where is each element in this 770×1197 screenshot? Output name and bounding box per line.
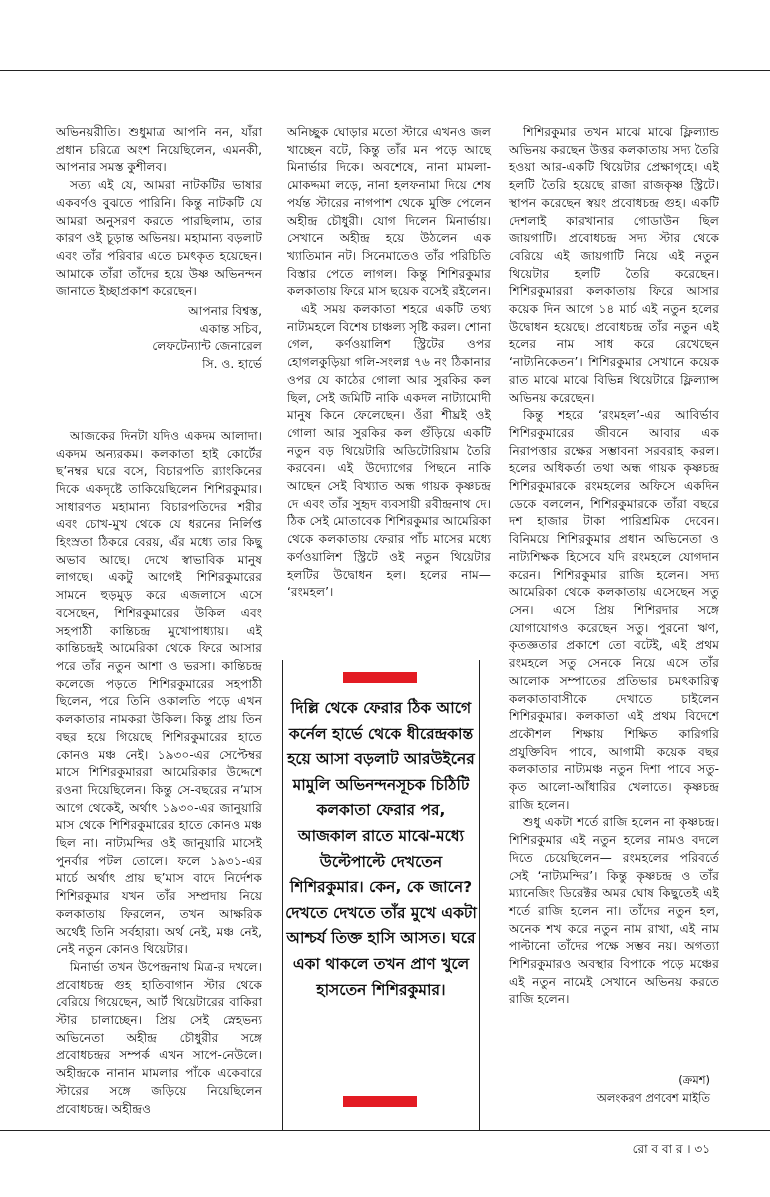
signature-line: সি. ও. হার্ভে	[202, 357, 262, 372]
letter-signature	[56, 303, 262, 374]
page-footer: রো ব বা র । ৩১	[632, 1142, 710, 1156]
continued-label: (ক্রমশ)	[678, 1073, 710, 1087]
pull-quote-top-bar	[343, 672, 417, 683]
bottom-rule	[0, 1130, 770, 1131]
paragraph: আজকের দিনটা যদিও একদম আলাদা। একদম অন্যরকম। কলকাতা হাই কোর্টের ছ’নম্বর ঘরে বসে, বিচারপতি র‌্যাংকিনের দিকে একদৃষ্টে তাকিয়েছিলেন শিশিরকুমার। সাধারণত মহামান্য বিচারপতিদের শরীর এবং চোখ-মুখ থেকে যে ধরনের নির্লিপ্ত হিংস্রতা ঠিকরে বেরয়, এঁর মধ্যে তার কিছু অভাব আছে। দেখে স্বাভাবিক মানুষ লাগছে। একটু আগেই শিশিরকুমারের সামনে হুড়মুড় করে এজলাসে এসে বসেছেন, শিশিরকুমারের উকিল এবং সহপাঠী কান্তিচন্দ্র মুখোপাধ্যায়। এই কান্তিচন্দ্রই আমেরিকা থেকে ফিরে আসার পরে তাঁর নতুন আশা ও ভরসা। কান্তিচন্দ্র কলেজে পড়তে শিশিরকুমারের সহপাঠী ছিলেন, পরে তিনি ওকালতি পড়ে এখন কলকাতার নামকরা উকিল। কিন্তু প্রায় তিন বছর হয়ে গিয়েছে শিশিরকুমারের হাতে কোনও মঞ্চ নেই। ১৯৩০-এর সেপ্টেম্বর মাসে শিশিরকুমাররা আমেরিকার উদ্দেশে রওনা দিয়েছিলেন। কিন্তু সে-বছরের ন’মাস আগে থেকেই, অর্থাৎ ১৯৩০-এর জানুয়ারি মাস থেকে শিশিরকুমারের হাতে কোনও মঞ্চ ছিল না। নাট্যমন্দির ওই জানুয়ারি মাসেই পুনর্বার পটল তোলে। ফলে ১৯৩১-এর মার্চে অর্থাৎ প্রায় ছ’মাস বাদে নির্দেশক শিশিরকুমার যখন তাঁর সম্প্রদায় নিয়ে কলকাতায় ফিরলেন, তখন আক্ষরিক অর্থেই তিনি সর্বহারা। অর্থ নেই, মঞ্চ নেই, নেই নতুন কোনও থিয়েটার।	[56, 428, 262, 957]
column-1	[56, 124, 262, 1118]
paragraph: অনিচ্ছুক ঘোড়ার মতো স্টারে এখনও জল খাচ্ছেন বটে, কিন্তু তাঁর মন পড়ে আছে মিনার্ভার দিকে। অবশেষে, নানা মামলা-মোকদ্দমা লড়ে, নানা হলফনামা দিয়ে শেষ পর্যন্ত স্টারের নাগপাশ থেকে মুক্তি পেলেন অহীন্দ্র চৌধুরী। যোগ দিলেন মিনার্ভায়। সেখানে অহীন্দ্র হয়ে উঠলেন এক খ্যাতিমান নট। সিনেমাতেও তাঁর পরিচিতি বিস্তার পেতে লাগল। কিন্তু শিশিরকুমার কলকাতায় ফিরে মাস ছয়েক বসেই রইলেন।	[287, 125, 491, 299]
top-rule	[0, 70, 770, 71]
pull-quote-bottom-bar	[343, 1096, 417, 1107]
signature-line: আপনার বিশ্বস্ত,	[188, 304, 262, 319]
paragraph: কিন্তু শহরে ‘রংমহল’-এর আবির্ভাব শিশিরকুমারের জীবনে আবার এক নিরাপত্তার রক্ষের সম্ভাবনা সরবরাহ করল। হলের অধিকর্তা তথা অন্ধ গায়ক কৃষ্ণচন্দ্র শিশিরকুমারকে রংমহলের অফিসে একদিন ডেকে বললেন, শিশিরকুমারকে তাঁরা বছরে দশ হাজার টাকা পারিশ্রমিক দেবেন। বিনিময়ে শিশিরকুমার প্রধান অভিনেতা ও নাট্যশিক্ষক হিসেবে যদি রংমহলে যোগদান করেন। শিশিরকুমার রাজি হলেন। সদ্য আমেরিকা থেকে কলকাতায় এসেছেন সতু সেন। এসে প্রিয় শিশিরদার সঙ্গে যোগাযোগও করেছেন সতু। পুরনো ঋণ, কৃতজ্ঞতার প্রকাশে তো বটেই, এই প্রথম রংমহলে সতু সেনকে নিয়ে এসে তাঁর আলোক সম্পাতের প্রতিভার চমৎকারিত্ব কলকাতাবাসীকে দেখাতে চাইলেন শিশিরকুমার। কলকাতা এই প্রথম বিদেশে প্রকৌশল শিক্ষায় শিক্ষিত কারিগরি প্রযুক্তিবিদ পাবে, আগামী কয়েক বছর কলকাতার নাট্যমঞ্চ নতুন দিশা পাবে সতু-কৃত আলো-আঁধারির খেলাতে। কৃষ্ণচন্দ্র রাজি হলেন।	[509, 408, 719, 812]
column-2	[287, 124, 491, 602]
paragraph: অভিনয়রীতি। শুধুমাত্র আপনি নন, যাঁরা প্রধান চরিত্রে অংশ নিয়েছিলেন, এমনকী, আপনার সমস্ত কুশীলব।	[56, 125, 262, 175]
paragraph: এই সময় কলকাতা শহরে একটি তথ্য নাট্যমহলে বিশেষ চাঞ্চল্য সৃষ্টি করল। শোনা গেল, কর্ণওয়ালিশ স্ট্রিটের ওপর হোগলকুড়িয়া গলি-সংলগ্ন ৭৬ নং ঠিকানার ওপর যে কাঠের গোলা আর সুরকির কল ছিল, সেই জমিটি নাকি একদল নাট্যামোদী মানুষ কিনে ফেলেছেন। ওঁরা শীঘ্রই ওই গোলা আর সুরকির কল গুঁড়িয়ে একটি নতুন বড় থিয়েটারি অডিটোরিয়াম তৈরি করবেন। এই উদ্যোগের পিছনে নাকি আছেন সেই বিখ্যাত অন্ধ গায়ক কৃষ্ণচন্দ্র দে এবং তাঁর সুহৃদ ব্যবসায়ী রবীন্দ্রনাথ দে। ঠিক সেই মোতাবেক শিশিরকুমার আমেরিকা থেকে কলকাতায় ফেরার পাঁচ মাসের মধ্যে কর্ণওয়ালিশ স্ট্রিটে ওই নতুন থিয়েটার হলটির উদ্বোধন হল। হলের নাম— ‘রংমহল’।	[287, 302, 491, 600]
paragraph: শুধু একটা শর্তে রাজি হলেন না কৃষ্ণচন্দ্র। শিশিরকুমার এই নতুন হলের নামও বদলে দিতে চেয়েছিলেন— রংমহলের পরিবর্তে সেই ‘নাট্যমন্দির’। কিন্তু কৃষ্ণচন্দ্র ও তাঁর ম্যানেজিং ডিরেক্টর অমর ঘোষ কিছুতেই এই শর্তে রাজি হলেন না। তাঁদের নতুন হল, অনেক শখ করে নতুন নাম রাখা, এই নাম পাল্টানো তাঁদের পক্ষে সম্ভব নয়। অগত্যা শিশিরকুমারও অবস্থার বিপাকে পড়ে মঞ্চের এই নতুন নামেই সেখানে অভিনয় করতে রাজি হলেন।	[509, 815, 719, 1007]
illustration-credit: অলংকরণ প্রণবেশ মাইতি	[596, 1091, 710, 1105]
signature-line: একান্ত সচিব,	[199, 321, 262, 336]
signature-line: লেফটেন্যান্ট জেনারেল	[152, 339, 262, 354]
pull-quote-text: দিল্লি থেকে ফেরার ঠিক আগে কর্নেল হার্ভে থেকে ধীরেন্দ্রকান্ত হয়ে আসা বড়লাট আরউইনের মামুলি অভিনন্দনসূচক চিঠিটি কলকাতা ফেরার পর, আজকাল রাতে মাঝে-মধ্যে উল্টেপাল্টে দেখতেন শিশিরকুমার। কেন, কে জানে? দেখতে দেখতে তাঁর মুখে একটা আশ্চর্য তিক্ত হাসি আসত। ঘরে একা থাকলে তখন প্রাণ খুলে হাসতেন শিশিরকুমার।	[285, 699, 477, 999]
paragraph: মিনার্ভা তখন উপেন্দ্রনাথ মিত্র-র দখলে। প্রবোধচন্দ্র গুহ হাতিবাগান স্টার থেকে বেরিয়ে গিয়েছেন, আর্ট থিয়েটারের বাকিরা স্টার চালাচ্ছেন। প্রিয় সেই স্নেহভন্য অভিনেতা অহীন্দ্র চৌধুরীর সঙ্গে প্রবোধচন্দ্রর সম্পর্ক এখন সাপে-নেউলে। অহীন্দ্রকে নানান মামলার পাঁকে একেবারে স্টারের সঙ্গে জড়িয়ে নিয়েছিলেন প্রবোধচন্দ্র। অহীন্দ্রও	[56, 959, 262, 1116]
pull-quote-box	[282, 660, 480, 1130]
column-3	[509, 124, 719, 1009]
paragraph: সত্য এই যে, আমরা নাটকটির ভাষার একবর্ণও বুঝতে পারিনি। কিন্তু নাটকটি যে আমরা অনুসরণ করতে পারছিলাম, তার কারণ ওই চূড়ান্ত অভিনয়। মহামান্য বড়লাট এবং তাঁর পরিবার এতে চমৎকৃত হয়েছেন। আমাকে তাঁরা তাঁদের হয়ে উষ্ণ অভিনন্দন জানাতে ইচ্ছাপ্রকাশ করেছেন।	[56, 178, 262, 299]
paragraph: শিশিরকুমার তখন মাঝে মাঝে ফ্লিল্যান্ড অভিনয় করছেন উত্তর কলকাতায় সদ্য তৈরি হওয়া আর-একটি থিয়েটার প্রেক্ষাগৃহে। এই হলটি তৈরি হয়েছে রাজা রাজকৃষ্ণ স্ট্রিটে। স্থাপন করেছেন স্বয়ং প্রবোধচন্দ্র গুহ। একটি দেশলাই কারখানার গোডাউন ছিল জায়গাটি। প্রবোধচন্দ্র সদ্য স্টার থেকে বেরিয়ে এই জায়গাটি নিয়ে এই নতুন থিয়েটার হলটি তৈরি করেছেন। শিশিরকুমাররা কলকাতায় ফিরে আসার কয়েক দিন আগে ১৪ মার্চ এই নতুন হলের উদ্বোধন হয়েছে। প্রবোধচন্দ্র তাঁর নতুন এই হলের নাম সাধ করে রেখেছেন ‘নাট্যনিকেতন’। শিশিরকুমার সেখানে কয়েক রাত মাঝে মাঝে বিভিন্ন থিয়েটারে ফ্লিল্যান্স অভিনয় করেছেন।	[509, 125, 719, 405]
